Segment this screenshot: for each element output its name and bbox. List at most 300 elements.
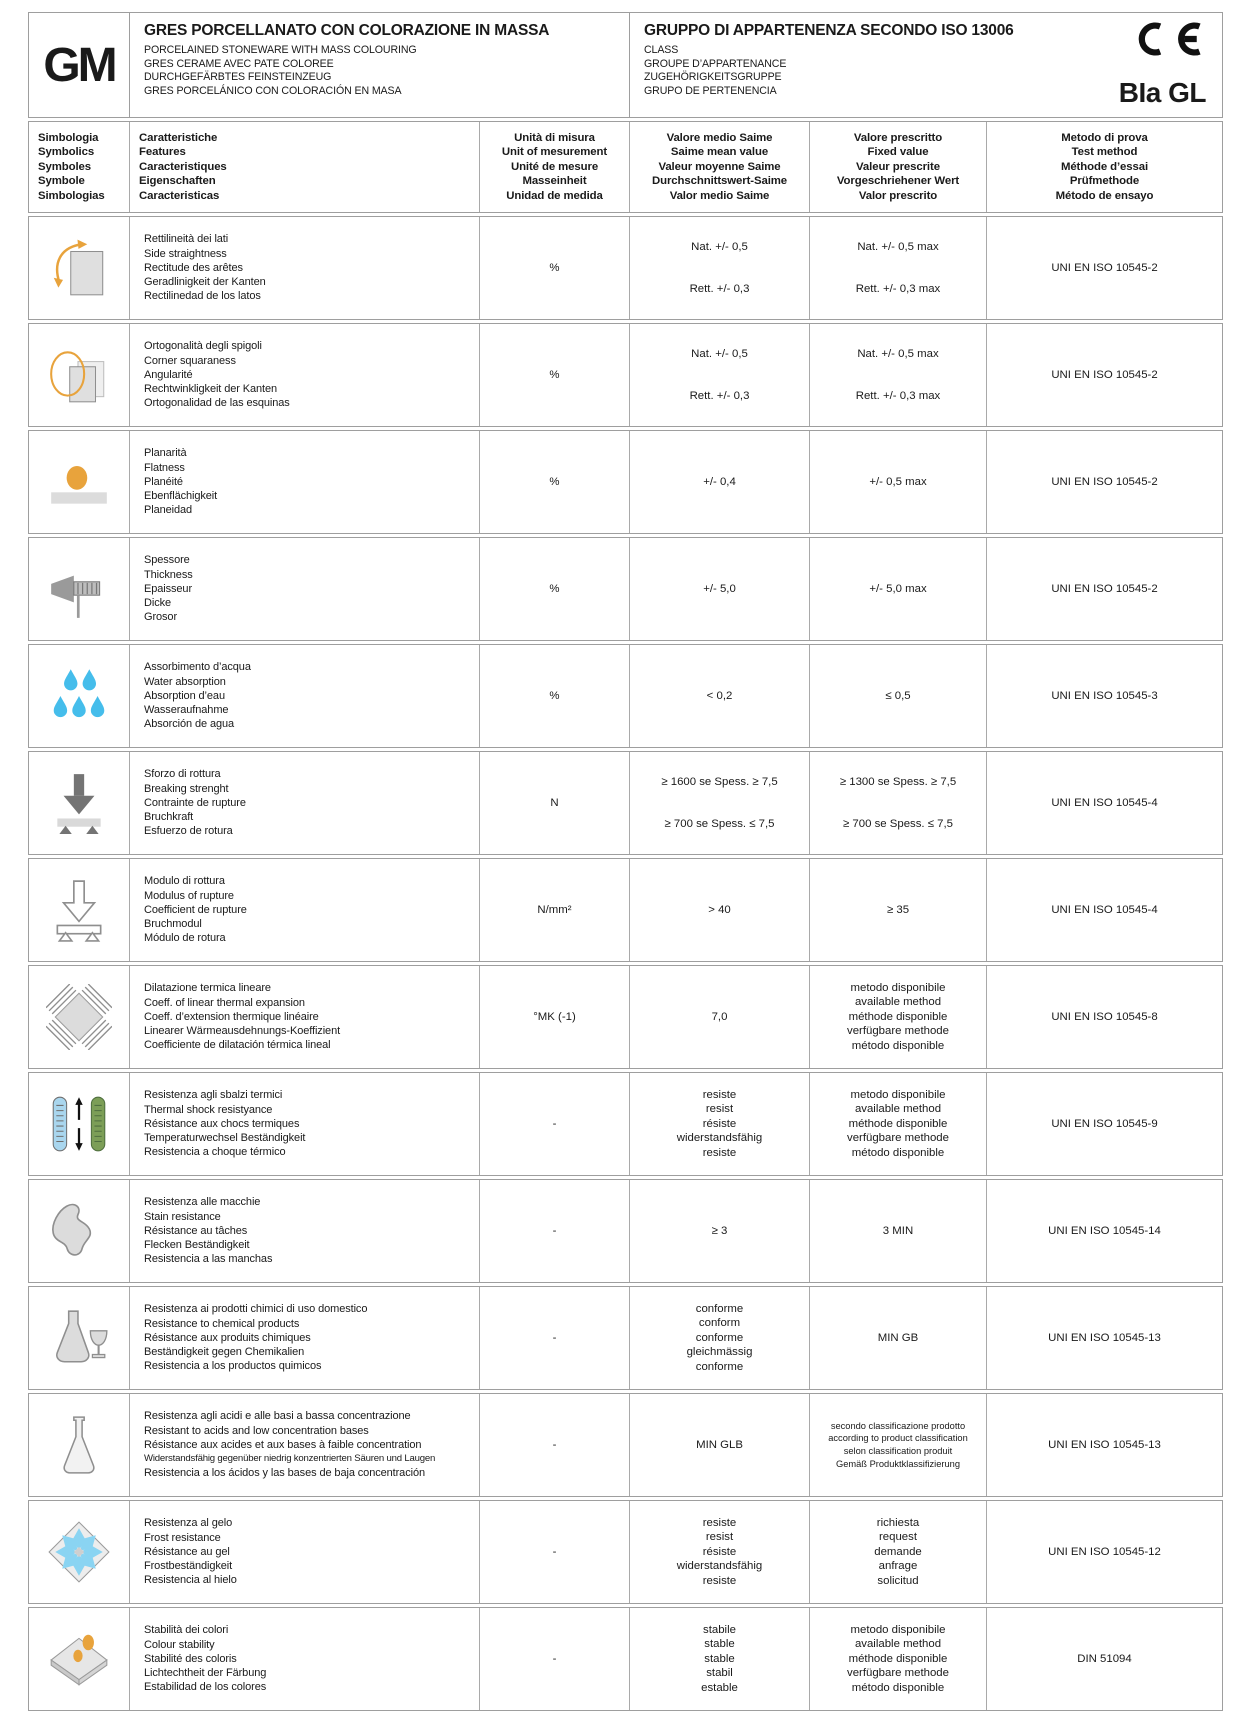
unit-value: - xyxy=(552,1224,557,1237)
table-row-breaking-strength xyxy=(28,751,1223,855)
feature-line: Resistant to acids and low concentration bases xyxy=(144,1424,369,1437)
test-method-cell xyxy=(986,1287,1222,1389)
column-header-line: Unità di misura xyxy=(514,131,595,144)
mean-value-cell xyxy=(629,1608,809,1710)
mean-value-line: > 40 xyxy=(708,903,731,916)
table-row-side-straightness xyxy=(28,216,1223,320)
mean-value-line: résiste xyxy=(702,1545,737,1558)
features-cell xyxy=(129,324,479,426)
mean-value-line: +/- 0,4 xyxy=(703,475,736,488)
table-row-thermal-shock xyxy=(28,1072,1223,1176)
mean-value-line: conforme xyxy=(695,1360,744,1373)
table-row-colour-stability xyxy=(28,1607,1223,1711)
mean-value-cell xyxy=(629,859,809,961)
feature-line: Resistenza agli sbalzi termici xyxy=(144,1089,283,1102)
column-header-row xyxy=(28,121,1223,213)
features-cell xyxy=(129,217,479,319)
unit-value: - xyxy=(552,1331,557,1344)
mean-value-line: resist xyxy=(705,1103,734,1116)
test-method-cell xyxy=(986,752,1222,854)
product-title-translation: GRES PORCELÁNICO CON COLORACIÓN EN MASA xyxy=(144,84,402,97)
column-header-line: Symboles xyxy=(38,160,92,173)
fixed-value-line: méthode disponible xyxy=(848,1010,948,1023)
mean-value-line: stabil xyxy=(706,1667,733,1680)
mean-value-line: conform xyxy=(698,1317,741,1330)
column-header-line: Simbologia xyxy=(38,131,99,144)
fixed-value-cell xyxy=(809,859,986,961)
symbol-cell xyxy=(29,1287,129,1389)
test-method-value: DIN 51094 xyxy=(1077,1652,1132,1665)
fixed-value-line: available method xyxy=(854,1103,942,1116)
feature-line: Frost resistance xyxy=(144,1531,221,1544)
fixed-value-cell xyxy=(809,752,986,854)
unit-cell xyxy=(479,1287,629,1389)
feature-line: Ebenflächigkeit xyxy=(144,490,218,503)
column-header-line: Saime mean value xyxy=(670,146,769,159)
mean-value-cell xyxy=(629,431,809,533)
features-cell xyxy=(129,1394,479,1496)
table-row-flatness xyxy=(28,430,1223,534)
feature-line: Resistencia a choque térmico xyxy=(144,1146,286,1159)
fixed-value-line: método disponible xyxy=(851,1039,945,1052)
feature-line: Rectitude des arêtes xyxy=(144,261,243,274)
fixed-value-line: richiesta xyxy=(876,1516,920,1529)
symbol-cell xyxy=(29,752,129,854)
unit-value: % xyxy=(549,368,560,381)
class-group-translation: GRUPO DE PERTENENCIA xyxy=(644,84,777,97)
mean-value-line: +/- 5,0 xyxy=(703,582,736,595)
feature-line: Bruchmodul xyxy=(144,918,202,931)
fixed-value-cell xyxy=(809,1501,986,1603)
symbol-cell xyxy=(29,1073,129,1175)
fixed-value-line: Nat. +/- 0,5 max xyxy=(857,347,939,360)
features-cell xyxy=(129,1287,479,1389)
feature-line: Absorption d’eau xyxy=(144,689,225,702)
fixed-value-line: +/- 5,0 max xyxy=(869,582,927,595)
mean-value-cell xyxy=(629,1180,809,1282)
fixed-value-line: demande xyxy=(874,1545,922,1558)
mean-value-line: Nat. +/- 0,5 xyxy=(691,347,748,360)
test-method-cell xyxy=(986,538,1222,640)
column-header-fixed-value xyxy=(809,122,986,212)
mean-value-cell xyxy=(629,1073,809,1175)
test-method-cell xyxy=(986,859,1222,961)
fixed-value-cell xyxy=(809,1287,986,1389)
features-cell xyxy=(129,645,479,747)
certification-column xyxy=(1119,22,1210,111)
feature-line: Stabilité des coloris xyxy=(144,1652,237,1665)
mean-value-line: Rett. +/- 0,3 xyxy=(689,389,750,402)
fixed-value-cell xyxy=(809,1608,986,1710)
features-cell xyxy=(129,752,479,854)
mean-value-line: résiste xyxy=(702,1117,737,1130)
feature-line: Thickness xyxy=(144,568,193,581)
mean-value-line: resiste xyxy=(702,1088,737,1101)
fixed-value-cell xyxy=(809,538,986,640)
fixed-value-cell xyxy=(809,1180,986,1282)
column-header-line: Vorgeschriehener Wert xyxy=(836,175,960,188)
unit-cell xyxy=(479,1180,629,1282)
feature-line: Absorción de agua xyxy=(144,718,235,731)
feature-line: Lichtechtheit der Färbung xyxy=(144,1667,267,1680)
fixed-value-line: Rett. +/- 0,3 max xyxy=(855,282,941,295)
symbol-cell xyxy=(29,1608,129,1710)
table-row-stain-resistance xyxy=(28,1179,1223,1283)
flatness-icon xyxy=(46,449,112,515)
feature-line: Résistance aux chocs termiques xyxy=(144,1117,300,1130)
feature-line: Side straightness xyxy=(144,247,227,260)
feature-line: Resistenza agli acidi e alle basi a bassa concentrazione xyxy=(144,1410,411,1423)
column-header-line: Symbolics xyxy=(38,146,95,159)
column-header-line: Prüfmethode xyxy=(1069,175,1140,188)
fixed-value-cell xyxy=(809,1394,986,1496)
fixed-value-line: metodo disponibile xyxy=(850,1088,946,1101)
unit-value: % xyxy=(549,689,560,702)
features-cell xyxy=(129,1180,479,1282)
class-group-translation: GROUPE D’APPARTENANCE xyxy=(644,57,787,70)
feature-line: Planeidad xyxy=(144,504,193,517)
mean-value-line: stable xyxy=(704,1652,735,1665)
unit-cell xyxy=(479,1501,629,1603)
column-header-line: Valore prescritto xyxy=(853,131,943,144)
column-header-line: Eigenschaften xyxy=(139,175,216,188)
symbol-cell xyxy=(29,538,129,640)
column-header-test-method xyxy=(986,122,1222,212)
test-method-value: UNI EN ISO 10545-2 xyxy=(1051,261,1158,274)
feature-line: Planarità xyxy=(144,447,187,460)
fixed-value-line: ≤ 0,5 xyxy=(885,689,911,702)
fixed-value-line: +/- 0,5 max xyxy=(869,475,927,488)
feature-line: Wasseraufnahme xyxy=(144,704,229,717)
symbol-cell xyxy=(29,859,129,961)
column-header-line: Simbologias xyxy=(38,189,105,202)
column-header-unit xyxy=(479,122,629,212)
feature-line: Colour stability xyxy=(144,1638,215,1651)
symbol-cell xyxy=(29,217,129,319)
fixed-value-line: available method xyxy=(854,1638,942,1651)
feature-line: Grosor xyxy=(144,611,178,624)
table-row-chemical-resistance xyxy=(28,1286,1223,1390)
unit-value: °MK (-1) xyxy=(533,1010,576,1023)
mean-value-line: gleichmässig xyxy=(686,1346,753,1359)
feature-line: Geradlinigkeit der Kanten xyxy=(144,276,266,289)
logo-cell xyxy=(29,13,129,117)
feature-line: Resistenza al gelo xyxy=(144,1517,233,1530)
thickness-icon xyxy=(46,556,112,622)
mean-value-line: ≥ 1600 se Spess. ≥ 7,5 xyxy=(661,775,778,788)
unit-cell xyxy=(479,431,629,533)
unit-value: - xyxy=(552,1545,557,1558)
fixed-value-line: verfügbare methode xyxy=(847,1025,949,1038)
unit-cell xyxy=(479,1073,629,1175)
feature-line: Temperaturwechsel Beständigkeit xyxy=(144,1132,306,1145)
feature-line: Coeff. d’extension thermique linéaire xyxy=(144,1010,319,1023)
gm-logo: GM xyxy=(43,38,115,92)
feature-line: Estabilidad de los colores xyxy=(144,1681,267,1694)
fixed-value-line: anfrage xyxy=(878,1560,918,1573)
feature-line: Flecken Beständigkeit xyxy=(144,1239,250,1252)
table-row-water-absorption xyxy=(28,644,1223,748)
chemical-resistance-icon xyxy=(46,1305,112,1371)
table-row-modulus-of-rupture xyxy=(28,858,1223,962)
feature-line: Dilatazione termica lineare xyxy=(144,982,271,995)
fixed-value-line: request xyxy=(879,1531,917,1544)
mean-value-line: widerstandsfähig xyxy=(676,1132,763,1145)
symbol-cell xyxy=(29,645,129,747)
feature-line: Coefficiente de dilatación térmica lineal xyxy=(144,1039,331,1052)
features-cell xyxy=(129,966,479,1068)
thermal-shock-icon xyxy=(46,1091,112,1157)
test-method-value: UNI EN ISO 10545-2 xyxy=(1051,582,1158,595)
mean-value-cell xyxy=(629,538,809,640)
mean-value-line: resist xyxy=(705,1531,734,1544)
mean-value-cell xyxy=(629,324,809,426)
feature-line: Modulus of rupture xyxy=(144,889,234,902)
product-title-cell xyxy=(129,13,629,117)
mean-value-line: conforme xyxy=(695,1331,744,1344)
column-header-line: Unidad de medida xyxy=(506,189,603,202)
test-method-value: UNI EN ISO 10545-12 xyxy=(1048,1545,1161,1558)
test-method-cell xyxy=(986,966,1222,1068)
product-title-translation: GRES CERAME AVEC PATE COLOREE xyxy=(144,57,334,70)
unit-value: N/mm² xyxy=(537,903,572,916)
unit-value: % xyxy=(549,261,560,274)
mean-value-line: Rett. +/- 0,3 xyxy=(689,282,750,295)
symbol-cell xyxy=(29,966,129,1068)
class-group-translation: ZUGEHÖRIGKEITSGRUPPE xyxy=(644,71,782,84)
fixed-value-line: available method xyxy=(854,996,942,1009)
symbol-cell xyxy=(29,1180,129,1282)
features-cell xyxy=(129,1073,479,1175)
fixed-value-line: ≥ 700 se Spess. ≤ 7,5 xyxy=(842,817,954,830)
feature-line: Contrainte de rupture xyxy=(144,796,246,809)
feature-line: Coeff. of linear thermal expansion xyxy=(144,996,305,1009)
feature-line: Coefficient de rupture xyxy=(144,903,247,916)
unit-cell xyxy=(479,1394,629,1496)
mean-value-cell xyxy=(629,217,809,319)
feature-line: Módulo de rotura xyxy=(144,932,226,945)
feature-line: Résistance aux produits chimiques xyxy=(144,1331,311,1344)
mean-value-cell xyxy=(629,1394,809,1496)
features-cell xyxy=(129,1608,479,1710)
thermal-expansion-icon xyxy=(46,984,112,1050)
fixed-value-line: verfügbare methode xyxy=(847,1667,949,1680)
fixed-value-line: solicitud xyxy=(877,1574,919,1587)
test-method-value: UNI EN ISO 10545-8 xyxy=(1051,1010,1158,1023)
feature-line: Thermal shock resistyance xyxy=(144,1103,273,1116)
fixed-value-line: método disponible xyxy=(851,1681,945,1694)
mean-value-line: 7,0 xyxy=(711,1010,728,1023)
feature-line: Resistenza alle macchie xyxy=(144,1196,261,1209)
feature-line: Resistencia al hielo xyxy=(144,1574,237,1587)
features-cell xyxy=(129,431,479,533)
feature-line: Resistance to chemical products xyxy=(144,1317,300,1330)
fixed-value-line: 3 MIN xyxy=(882,1224,914,1237)
test-method-cell xyxy=(986,1608,1222,1710)
unit-value: - xyxy=(552,1438,557,1451)
frost-resistance-icon xyxy=(46,1519,112,1585)
mean-value-cell xyxy=(629,1287,809,1389)
feature-line: Résistance aux acides et aux bases à faible concentration xyxy=(144,1438,422,1451)
class-group-title: GRUPPO DI APPARTENENZA SECONDO ISO 13006 xyxy=(644,22,1014,39)
fixed-value-line: Gemäß Produktklassifizierung xyxy=(835,1458,960,1469)
column-header-line: Unité de mesure xyxy=(510,160,599,173)
test-method-value: UNI EN ISO 10545-13 xyxy=(1048,1438,1161,1451)
column-header-features xyxy=(129,122,479,212)
feature-line: Resistencia a los ácidos y las bases de baja concentración xyxy=(144,1467,425,1480)
feature-line: Résistance au gel xyxy=(144,1545,230,1558)
fixed-value-cell xyxy=(809,217,986,319)
water-absorption-icon xyxy=(46,663,112,729)
feature-line: Resistencia a las manchas xyxy=(144,1253,273,1266)
column-header-line: Méthode d’essai xyxy=(1060,160,1149,173)
symbol-cell xyxy=(29,1501,129,1603)
feature-line: Esfuerzo de rotura xyxy=(144,825,233,838)
table-row-thermal-expansion xyxy=(28,965,1223,1069)
features-cell xyxy=(129,538,479,640)
mean-value-line: stable xyxy=(704,1638,735,1651)
feature-line: Water absorption xyxy=(144,675,226,688)
feature-line: Widerstandsfähig gegenüber niedrig konzentrierten Säuren und Laugen xyxy=(144,1453,436,1465)
feature-line: Epaisseur xyxy=(144,582,193,595)
symbol-cell xyxy=(29,324,129,426)
test-method-cell xyxy=(986,1180,1222,1282)
symbol-cell xyxy=(29,431,129,533)
mean-value-line: stabile xyxy=(703,1623,736,1636)
test-method-value: UNI EN ISO 10545-3 xyxy=(1051,689,1158,702)
test-method-cell xyxy=(986,1394,1222,1496)
feature-line: Stabilità dei colori xyxy=(144,1624,229,1637)
product-title-translation: DURCHGEFÄRBTES FEINSTEINZEUG xyxy=(144,71,332,84)
column-header-line: Caratteristiche xyxy=(139,131,218,144)
feature-line: Resistencia a los productos quimicos xyxy=(144,1360,322,1373)
feature-line: Assorbimento d’acqua xyxy=(144,661,251,674)
mean-value-line: MIN GLB xyxy=(696,1438,743,1451)
mean-value-cell xyxy=(629,1501,809,1603)
feature-line: Flatness xyxy=(144,461,185,474)
column-header-line: Masseinheit xyxy=(522,175,587,188)
column-header-line: Valor medio Saime xyxy=(669,189,770,202)
mean-value-line: widerstandsfähig xyxy=(676,1560,763,1573)
technical-datasheet xyxy=(28,12,1223,1711)
unit-cell xyxy=(479,324,629,426)
feature-line: Spessore xyxy=(144,554,190,567)
fixed-value-line: Nat. +/- 0,5 max xyxy=(857,240,939,253)
column-header-mean-value xyxy=(629,122,809,212)
feature-line: Stain resistance xyxy=(144,1210,221,1223)
fixed-value-line: metodo disponibile xyxy=(850,1623,946,1636)
test-method-cell xyxy=(986,217,1222,319)
feature-line: Bruchkraft xyxy=(144,811,194,824)
features-cell xyxy=(129,1501,479,1603)
unit-value: - xyxy=(552,1652,557,1665)
mean-value-line: conforme xyxy=(695,1302,744,1315)
features-cell xyxy=(129,859,479,961)
column-header-line: Método de ensayo xyxy=(1055,189,1154,202)
modulus-of-rupture-icon xyxy=(46,877,112,943)
table-row-acid-resistance xyxy=(28,1393,1223,1497)
test-method-value: UNI EN ISO 10545-4 xyxy=(1051,796,1158,809)
column-header-line: Features xyxy=(139,146,186,159)
fixed-value-cell xyxy=(809,324,986,426)
mean-value-cell xyxy=(629,966,809,1068)
fixed-value-line: método disponible xyxy=(851,1146,945,1159)
mean-value-line: < 0,2 xyxy=(706,689,733,702)
test-method-value: UNI EN ISO 10545-13 xyxy=(1048,1331,1161,1344)
test-method-value: UNI EN ISO 10545-9 xyxy=(1051,1117,1158,1130)
test-method-value: UNI EN ISO 10545-14 xyxy=(1048,1224,1161,1237)
colour-stability-icon xyxy=(46,1626,112,1692)
test-method-cell xyxy=(986,1073,1222,1175)
feature-line: Breaking strenght xyxy=(144,782,229,795)
feature-line: Resistenza ai prodotti chimici di uso domestico xyxy=(144,1303,368,1316)
column-header-line: Test method xyxy=(1071,146,1138,159)
feature-line: Ortogonalità degli spigoli xyxy=(144,340,262,353)
table-row-corner-squareness xyxy=(28,323,1223,427)
unit-cell xyxy=(479,217,629,319)
class-group-text xyxy=(644,22,1014,111)
feature-line: Modulo di rottura xyxy=(144,875,225,888)
feature-line: Beständigkeit gegen Chemikalien xyxy=(144,1346,305,1359)
fixed-value-cell xyxy=(809,1073,986,1175)
column-header-line: Fixed value xyxy=(867,146,929,159)
test-method-cell xyxy=(986,645,1222,747)
class-group-cell xyxy=(629,13,1222,117)
test-method-cell xyxy=(986,1501,1222,1603)
test-method-cell xyxy=(986,324,1222,426)
column-header-symbol xyxy=(29,122,129,212)
fixed-value-cell xyxy=(809,645,986,747)
feature-line: Corner squaraness xyxy=(144,354,236,367)
mean-value-cell xyxy=(629,752,809,854)
ce-mark-icon xyxy=(1132,22,1206,61)
column-header-line: Valeur moyenne Saime xyxy=(658,160,781,173)
column-header-line: Valor prescrito xyxy=(858,189,938,202)
column-header-line: Valeur prescrite xyxy=(856,160,940,173)
fixed-value-cell xyxy=(809,966,986,1068)
fixed-value-line: selon classification produit xyxy=(843,1446,953,1456)
mean-value-line: estable xyxy=(701,1681,738,1694)
mean-value-line: Nat. +/- 0,5 xyxy=(691,240,748,253)
mean-value-line: ≥ 700 se Spess. ≤ 7,5 xyxy=(664,817,775,830)
table-row-frost-resistance xyxy=(28,1500,1223,1604)
unit-cell xyxy=(479,1608,629,1710)
feature-line: Sforzo di rottura xyxy=(144,768,221,781)
feature-line: Rectilinedad de los latos xyxy=(144,290,261,303)
column-header-line: Valore medio Saime xyxy=(666,131,773,144)
column-header-line: Metodo di prova xyxy=(1061,131,1148,144)
feature-line: Planéité xyxy=(144,475,183,488)
unit-cell xyxy=(479,538,629,640)
unit-value: - xyxy=(552,1117,557,1130)
unit-cell xyxy=(479,752,629,854)
unit-cell xyxy=(479,859,629,961)
test-method-value: UNI EN ISO 10545-4 xyxy=(1051,903,1158,916)
table-row-thickness xyxy=(28,537,1223,641)
mean-value-line: resiste xyxy=(702,1146,737,1159)
fixed-value-line: méthode disponible xyxy=(848,1117,948,1130)
feature-line: Rettilineità dei lati xyxy=(144,233,229,246)
header xyxy=(28,12,1223,118)
class-code: BIa GL xyxy=(1118,77,1206,108)
feature-line: Frostbeständigkeit xyxy=(144,1560,233,1573)
side-straightness-icon xyxy=(46,235,112,301)
stain-resistance-icon xyxy=(46,1198,112,1264)
symbol-cell xyxy=(29,1394,129,1496)
fixed-value-line: ≥ 1300 se Spess. ≥ 7,5 xyxy=(839,775,957,788)
unit-cell xyxy=(479,645,629,747)
fixed-value-line: Rett. +/- 0,3 max xyxy=(855,389,941,402)
